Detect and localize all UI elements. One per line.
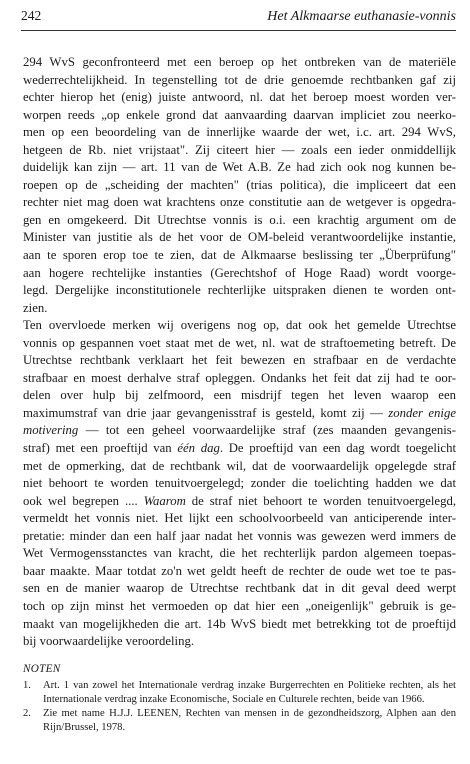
text-segment: Ten overvloede merken wij overigens nog op, dat ook het gemelde Utrechtse [23, 318, 456, 333]
text-segment: Wet Vermogensstanctes van kracht, die het rechterlijk pardon algemeen toepas- [23, 546, 456, 561]
text-segment: gen en omgekeerd. Dit Utrechtse vonnis is o.i. een krachtig argument om de [23, 212, 456, 227]
text-line [23, 598, 456, 616]
text-segment: de straf niet behoort te worden tenuitvoergelegd, [185, 493, 457, 508]
text-line [23, 458, 456, 476]
text-line [23, 89, 456, 107]
text-segment: . De proeftijd van een dag wordt toegelicht [219, 441, 456, 456]
italic-phrase: zonder enige [388, 405, 456, 420]
text-segment: Utrechtse rechtbank verklaart het feit bewezen en strafbaar en de verdachte [23, 353, 456, 368]
text-segment: men op een beoordeling van de innerlijke waarde der wet, i.c. art. 294 WvS, [23, 125, 456, 140]
italic-phrase: Waarom [143, 493, 186, 508]
text-segment: Minister van justitie als de het voor de OM-beleid verantwoordelijke instantie, [23, 230, 456, 245]
text-line [23, 300, 456, 318]
text-line [23, 510, 456, 528]
text-line [23, 405, 456, 423]
text-line [23, 229, 456, 247]
text-segment: 294 WvS geconfronteerd met een beroep op het ontbreken van de materiële [23, 55, 456, 69]
italic-phrase: één dag [177, 441, 220, 456]
text-line [23, 282, 456, 300]
text-line [23, 124, 456, 142]
text-line [23, 159, 456, 177]
text-segment: sen en de manier waarop de Utrechtse rechtbank dat in dit geval deed werpt [23, 581, 456, 596]
text-segment: echter hierop het (enig) juiste antwoord, nl. dat het beroep moest worden ver- [23, 90, 456, 105]
text-line [23, 317, 456, 335]
text-segment: zien. [23, 300, 48, 315]
page-number: 242 [21, 8, 42, 23]
text-line [23, 440, 456, 458]
text-line [23, 580, 456, 598]
footnote-text: Art. 1 van zowel het Internationale verdrag inzake Burgerrechten en Politieke rechten, als het Internationale verdrag inzake Economische, Sociale en Culturele rechten, beide van 1966. [43, 680, 456, 705]
text-line [23, 72, 456, 90]
text-line [23, 265, 456, 283]
text-line [23, 493, 456, 511]
text-segment: roepen op de „scheiding der machten" (trias politica), die impliceert dat een [23, 177, 456, 192]
text-line [23, 177, 456, 195]
notes-title: NOTEN [23, 663, 61, 675]
text-line [23, 475, 456, 493]
text-line [23, 633, 456, 651]
text-segment: ook wel begrepen .... [23, 493, 144, 508]
body-text [23, 54, 456, 651]
footnote-text: Zie met name H.J.J. LEENEN, Rechten van mensen in de gezondheidszorg, Alphen aan den Rijn/Brussel, 1978. [43, 708, 456, 733]
text-segment: — tot een geheel voorwaardelijke straf (zes maanden gevangenis- [78, 423, 456, 438]
footnote-number: 1. [23, 680, 31, 691]
text-segment: vonnis op gespannen voet staat met de wet, nl. wat de straftoemeting betreft. De [23, 335, 456, 350]
text-line [23, 107, 456, 125]
text-segment: bij voorwaardelijke veroordeling. [23, 634, 195, 649]
text-segment: vermeldt het vonnis niet. Het lijkt een schoolvoorbeeld van anticiperende inter- [23, 511, 456, 526]
text-segment: duidelijk kan zijn — art. 11 van de Wet A.B. Ze had zich ook nog kunnen be- [23, 160, 456, 175]
text-segment: aan hogere rechtelijke instanties (Gerechtshof of Hoge Raad) wordt voorge- [23, 265, 456, 280]
text-segment: toch op zijn minst het vermoeden op dat hier een „oneigenlijk" gebruik is ge- [23, 598, 456, 613]
text-line [23, 54, 456, 72]
text-segment: baar maakte. Maar totdat zo'n wet geldt heeft de rechter de oude wet toe te pas- [23, 563, 456, 578]
text-segment: wederrechtelijkheid. In tegenstelling tot de drie genoemde rechtbanken gaf zij [23, 72, 456, 87]
text-line [23, 352, 456, 370]
text-segment: aan te sporen erop toe te zien, dat de Alkmaarse beslissing ter „Überprüfung" [23, 248, 456, 263]
text-segment: rechter niet mag doen wat krachtens onze constitutie aan de wetgever is opgedra- [23, 195, 456, 210]
running-title: Het Alkmaarse euthanasie-vonnis [267, 9, 456, 24]
text-segment: straf) met een proeftijd van [23, 441, 178, 456]
footnote-number: 2. [23, 708, 31, 719]
footnote-2 [23, 707, 456, 735]
text-line [23, 528, 456, 546]
text-segment: delen over hulp bij zelfmoord, een misdrijf tegen het leven waarop een [23, 388, 456, 403]
text-segment: legd. Dergelijke inconstitutionele rechterlijke uitspraken dienen te worden ont- [23, 283, 456, 298]
text-line [23, 370, 456, 388]
text-line [23, 616, 456, 634]
italic-phrase: motivering [23, 423, 79, 438]
text-segment: worpen reeds „op enkele grond dat aanvaarding daarvan impliciet zou neerko- [23, 107, 456, 122]
text-line [23, 335, 456, 353]
text-segment: niet behoort te worden tenuitvoergelegd; zonder die toelichting hadden we dat [23, 476, 456, 491]
text-segment: maakt van mogelijkheden die art. 14b WvS biedt met betrekking tot de proeftijd [23, 616, 456, 631]
text-line [23, 194, 456, 212]
text-line [23, 387, 456, 405]
text-line [23, 247, 456, 265]
text-line [23, 563, 456, 581]
text-segment: met de opmerking, dat de rechtbank wil, dat de voorwaardelijk opgelegde straf [23, 458, 456, 473]
text-segment: strafbaar en moest derhalve straf opleggen. Ondanks het feit dat zij had te oor- [23, 370, 456, 385]
footnote-1 [23, 679, 456, 707]
text-segment: maximumstraf van drie jaar gevangenisstraf is gesteld, komt zij — [23, 405, 389, 420]
page-header [21, 8, 456, 31]
notes-section [23, 662, 456, 735]
text-line [23, 212, 456, 230]
text-segment: pretatie: minder dan een half jaar nadat het vonnis was gewezen werd immers de [23, 528, 456, 543]
text-line [23, 142, 456, 160]
text-line [23, 422, 456, 440]
text-segment: hetgeen de Rb. niet vrijstaat". Zij citeert hier — zoals een ieder onmiddellijk [23, 142, 456, 157]
text-line [23, 545, 456, 563]
